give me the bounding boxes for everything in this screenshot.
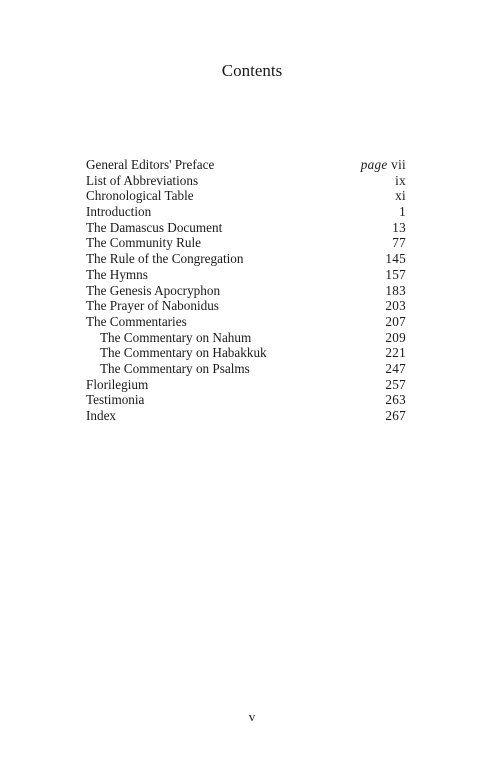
page-number-value: 183 [385, 282, 406, 298]
page-number-value: 221 [385, 345, 406, 361]
toc-entry-page [385, 251, 406, 267]
toc-entry-title: General Editors' Preface [86, 157, 215, 172]
toc-entry-page [392, 220, 406, 236]
toc-entry [86, 314, 406, 330]
toc-entry-page [385, 314, 406, 330]
toc-entry-title: The Commentaries [86, 313, 187, 329]
toc-entry-title: The Commentary on Habakkuk [100, 345, 267, 361]
toc-entry-page [385, 330, 406, 346]
toc-entry-page [385, 408, 406, 424]
toc-entry-title: The Damascus Document [86, 219, 223, 235]
toc-entry [86, 392, 406, 408]
toc-entry-page [385, 283, 406, 299]
toc-entry [86, 188, 406, 204]
page-number: v [248, 709, 256, 724]
toc-entry-title: The Hymns [86, 266, 148, 282]
page-number-value: 263 [385, 392, 406, 408]
toc-entry-title: The Community Rule [86, 235, 202, 251]
toc-entry [86, 220, 406, 236]
toc-entry-page [361, 157, 406, 173]
toc-entry [86, 235, 406, 251]
page-number-value: 203 [385, 298, 406, 314]
toc-entry [86, 330, 406, 346]
toc-entry [86, 157, 406, 173]
toc-entry-page [395, 173, 406, 189]
toc-entry [86, 267, 406, 283]
page-number-value: ix [395, 172, 406, 188]
toc-entry-page [392, 235, 406, 251]
toc-entry [86, 298, 406, 314]
toc-entry-page [385, 361, 406, 377]
toc-entry-title: The Commentary on Psalms [100, 360, 250, 376]
toc-entry [86, 251, 406, 267]
toc-entry [86, 408, 406, 424]
page-number-value: vii [391, 157, 406, 172]
page-number-value: 145 [385, 251, 406, 267]
toc-entry-page [385, 345, 406, 361]
toc-entry [86, 283, 406, 299]
toc-entry-title: List of Abbreviations [86, 172, 199, 188]
toc-entry-title: Index [86, 408, 117, 423]
page-number-value: 209 [385, 329, 406, 345]
toc-entry-page [395, 188, 406, 204]
page-number-value: 13 [392, 219, 406, 235]
toc-entry [86, 173, 406, 189]
toc-entry-title: Testimonia [86, 392, 145, 408]
toc-entry [86, 361, 406, 377]
toc-entry [86, 377, 406, 393]
toc-entry-title: Chronological Table [86, 188, 194, 204]
toc-entry-title: The Prayer of Nabonidus [86, 298, 219, 314]
page-number-value: 77 [392, 235, 406, 251]
toc-entry [86, 204, 406, 220]
toc-entry-title: The Genesis Apocryphon [86, 282, 221, 298]
toc-entry-page [385, 392, 406, 408]
page-title: Contents [221, 61, 283, 80]
page-number-value: 257 [385, 376, 406, 392]
page-number-value: 247 [385, 360, 406, 376]
page-number-value: 267 [385, 408, 406, 423]
toc-entry-page [399, 204, 406, 220]
toc-entry-page [385, 377, 406, 393]
toc-entry-title: The Rule of the Congregation [86, 251, 244, 267]
page-number-value: 207 [385, 313, 406, 329]
toc-entry [86, 345, 406, 361]
page-prefix: page [360, 157, 388, 172]
toc-entry-title: The Commentary on Nahum [100, 329, 252, 345]
toc-entry-page [385, 267, 406, 283]
page-number-value: 157 [385, 266, 406, 282]
toc-entry-title: Florilegium [86, 376, 149, 392]
page-number-value: xi [395, 188, 406, 204]
table-of-contents [86, 157, 406, 424]
toc-entry-page [385, 298, 406, 314]
page-number-value: 1 [399, 204, 406, 220]
toc-entry-title: Introduction [86, 204, 152, 220]
